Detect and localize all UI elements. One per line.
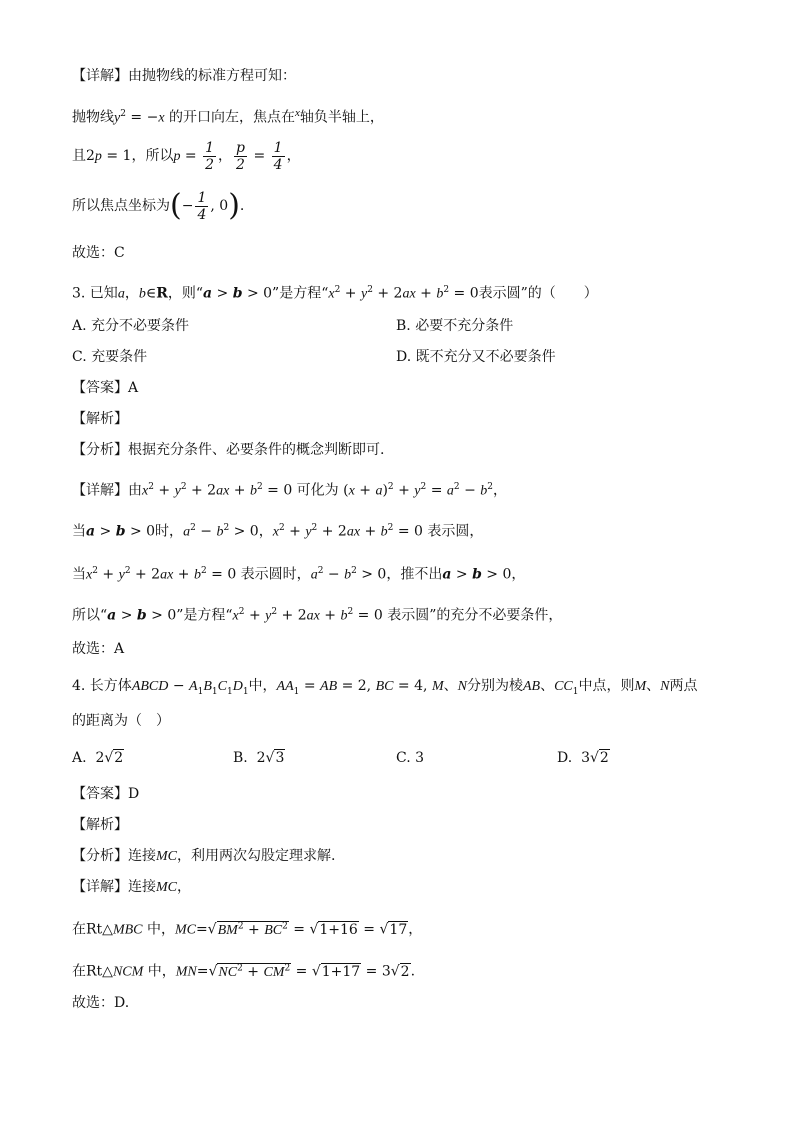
q4-mc-line: 在Rt△MBC 中，$MC=√BM^2 + BC^2 = √1+16 = √17$，: [72, 921, 423, 938]
q4-analysis-label: 【解析】: [72, 817, 128, 833]
q4-analysis-text: 【分析】连接MC，利用两次勾股定理求解.: [72, 848, 336, 864]
question-4-stem-cont: 的距离为（ ）: [72, 713, 170, 729]
option-a: A. 充分不必要条件: [72, 318, 190, 334]
option-d: D. 既不充分又不必要条件: [396, 349, 556, 365]
q4-option-c: C. 3: [396, 750, 425, 766]
q4-detail-text: 【详解】连接MC，: [72, 879, 191, 895]
focus-coordinate-line: 所以焦点坐标为(− $\frac{1}{4}$ , 0).: [72, 188, 245, 223]
q4-answer-label: 【答案】D: [72, 786, 140, 802]
option-b: B. 必要不充分条件: [396, 318, 514, 334]
q4-option-a: A. 2√2: [72, 750, 124, 766]
necessity-line: 当$x^2 + y^2 + 2ax + b^2 = 0$ 表示圆时，$a^2 - b^2 > 0$，推不出a > b > 0，: [72, 566, 526, 583]
q4-option-d: D. 3√2: [557, 750, 609, 766]
p-value-line: 且2p = 1，所以p = $\frac{1}{2}$ ， $\frac{p}{2}$ = $\frac{1}{4}$ ，: [72, 139, 301, 173]
q4-mn-line: 在Rt△NCM 中，$MN=√NC^2 + CM^2 = √1+17 = 3√2$.: [72, 963, 416, 980]
q4-option-b: B. 2√3: [233, 750, 285, 766]
analysis-text: 【分析】根据充分条件、必要条件的概念判断即可.: [72, 442, 385, 458]
answer-label: 【答案】A: [72, 380, 139, 396]
parabola-statement: 抛物线$y^2 = -x$ 的开口向左，焦点在$^x$轴负半轴上，: [72, 107, 384, 126]
sufficiency-line: 当a > b > 0时，$a^2 - b^2 > 0$，$x^2 + y^2 + 2ax + b^2 = 0$ 表示圆，: [72, 523, 484, 540]
question-4-stem: 4. 长方体ABCD − $A_1B_1C_1D_1$中，$AA_1$ = AB = 2, BC = 4, M、N分别为棱AB、$CC_1$中点，则M、N两点: [72, 678, 698, 697]
detail-heading-line: 【详解】由抛物线的标准方程可知：: [72, 68, 296, 84]
option-c: C. 充要条件: [72, 349, 148, 365]
detail-equation-line: 【详解】由$x^2 + y^2 + 2ax + b^2 = 0$ 可化为 $(x + a)^2 + y^2 = a^2 - b^2$，: [72, 482, 507, 499]
answer-a-line: 故选：A: [72, 641, 125, 657]
answer-d-line: 故选：D.: [72, 995, 130, 1011]
answer-c-line: 故选：C: [72, 245, 125, 261]
analysis-label: 【解析】: [72, 411, 128, 427]
question-3-stem: 3. 已知a，b∈R，则“a > b > 0”是方程“$x^2 + y^2 + 2ax + b^2 = 0$表示圆”的（ ）: [72, 285, 598, 302]
conclusion-line: 所以“a > b > 0”是方程“$x^2 + y^2 + 2ax + b^2 = 0$ 表示圆”的充分不必要条件，: [72, 607, 563, 624]
